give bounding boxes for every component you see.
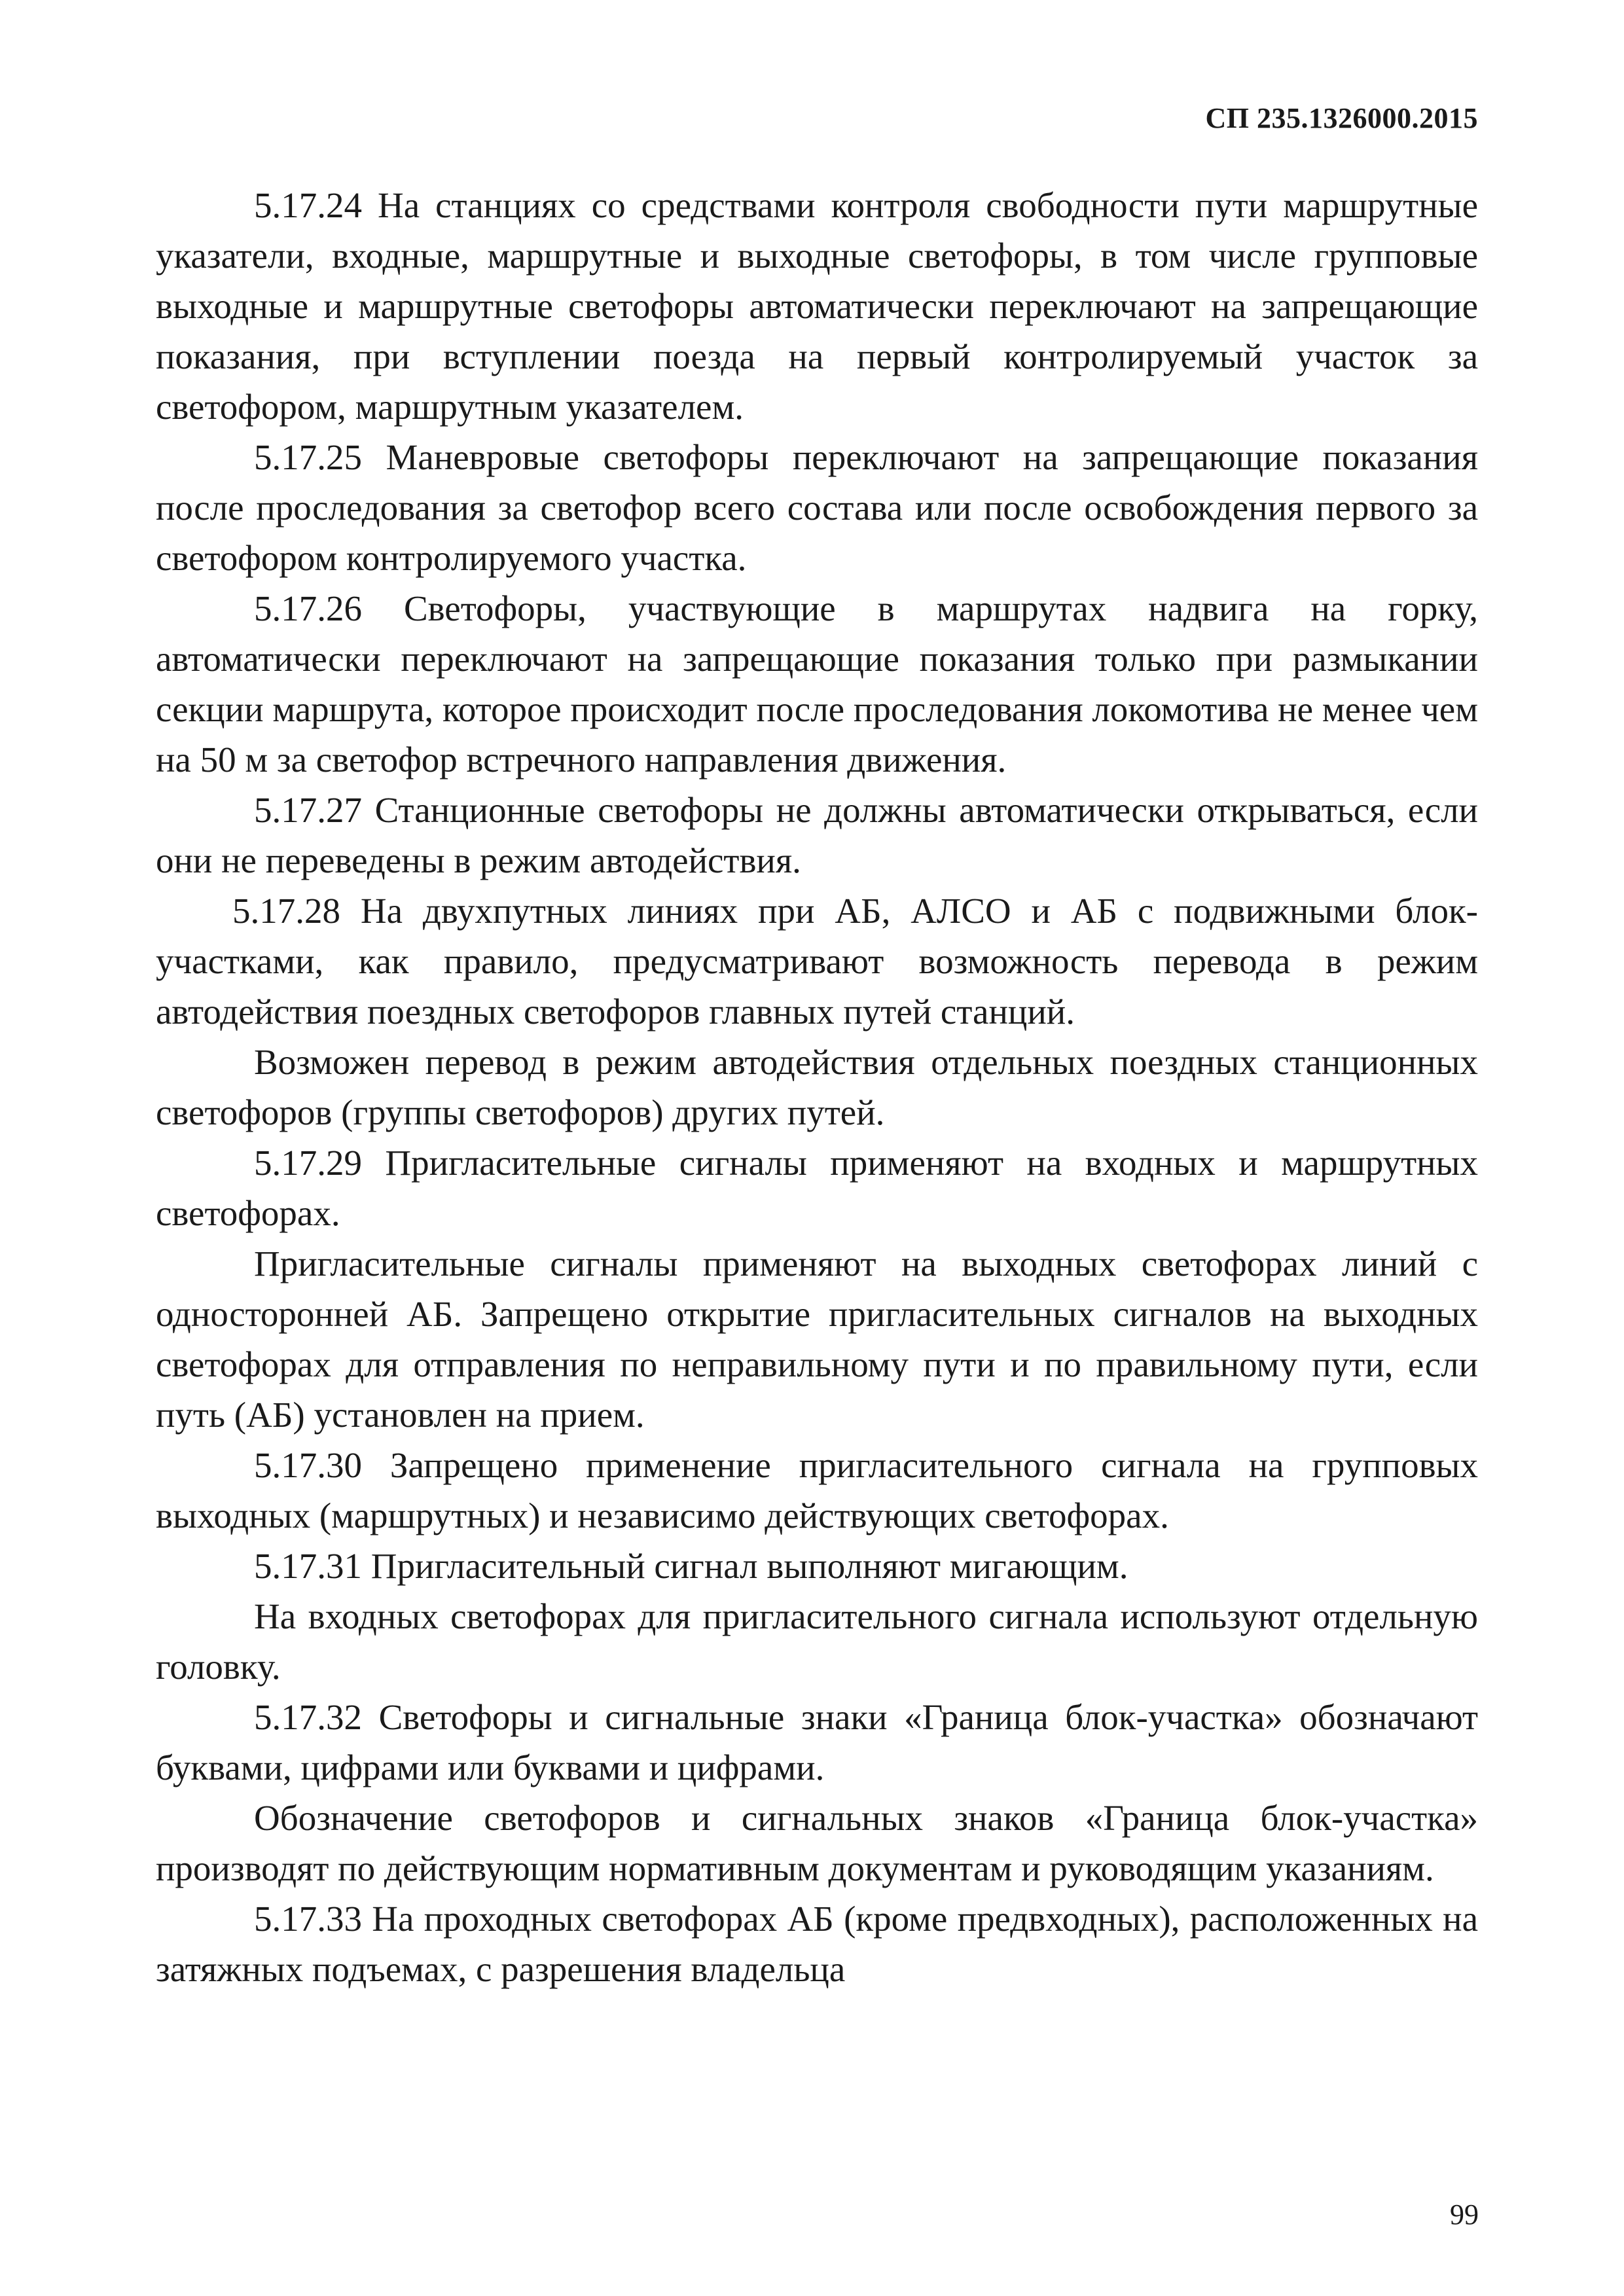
paragraph-5-17-30: 5.17.30 Запрещено применение пригласительного сигнала на групповых выходных (маршрутных) и независимо действующих светофорах. <box>156 1445 1478 1535</box>
paragraph-5-17-28-note: Возможен перевод в режим автодействия отдельных поездных станционных светофоров (группы светофоров) других путей. <box>156 1042 1478 1132</box>
paragraph-5-17-26: 5.17.26 Светофоры, участвующие в маршрутах надвига на горку, автоматически переключают на запрещающие показания только при размыкании секции маршрута, которое происходит после проследования локомотива не менее чем на 50 м за светофор встречного направления движения. <box>156 588 1478 780</box>
paragraph-5-17-32-note: Обозначение светофоров и сигнальных знаков «Граница блок-участка» производят по действующим нормативным документам и руководящим указаниям. <box>156 1798 1478 1888</box>
paragraph-5-17-32: 5.17.32 Светофоры и сигнальные знаки «Граница блок-участка» обозначают буквами, цифрами или буквами и цифрами. <box>156 1697 1478 1787</box>
paragraph-5-17-33: 5.17.33 На проходных светофорах АБ (кроме предвходных), расположенных на затяжных подъемах, с разрешения владельца <box>156 1899 1478 1989</box>
document-body <box>156 180 1478 1994</box>
paragraph-5-17-29: 5.17.29 Пригласительные сигналы применяют на входных и маршрутных светофорах. <box>156 1143 1478 1233</box>
paragraph-5-17-31-note: На входных светофорах для пригласительного сигнала используют отдельную головку. <box>156 1596 1478 1687</box>
page-number: 99 <box>1450 2198 1479 2231</box>
paragraph-5-17-25: 5.17.25 Маневровые светофоры переключают на запрещающие показания после проследования за светофор всего состава или после освобождения первого за светофором контролируемого участка. <box>156 437 1478 578</box>
document-code-header: СП 235.1326000.2015 <box>1205 102 1478 134</box>
paragraph-5-17-29-note: Пригласительные сигналы применяют на выходных светофорах линий с односторонней АБ. Запрещено открытие пригласительных сигналов на выходных светофорах для отправления по неправильному пути и по правильному пути, если путь (АБ) установлен на прием. <box>156 1244 1478 1435</box>
paragraph-5-17-24: 5.17.24 На станциях со средствами контроля свободности пути маршрутные указатели, входные, маршрутные и выходные светофоры, в том числе групповые выходные и маршрутные светофоры автоматически переключают на запрещающие показания, при вступлении поезда на первый контролируемый участок за светофором, маршрутным указателем. <box>156 185 1478 427</box>
paragraph-5-17-31: 5.17.31 Пригласительный сигнал выполняют мигающим. <box>254 1546 1128 1586</box>
paragraph-5-17-28: 5.17.28 На двухпутных линиях при АБ, АЛСО и АБ с подвижными блок-участками, как правило, предусматривают возможность перевода в режим автодействия поездных светофоров главных путей станций. <box>156 891 1478 1031</box>
paragraph-5-17-27: 5.17.27 Станционные светофоры не должны автоматически открываться, если они не переведены в режим автодействия. <box>156 790 1478 880</box>
